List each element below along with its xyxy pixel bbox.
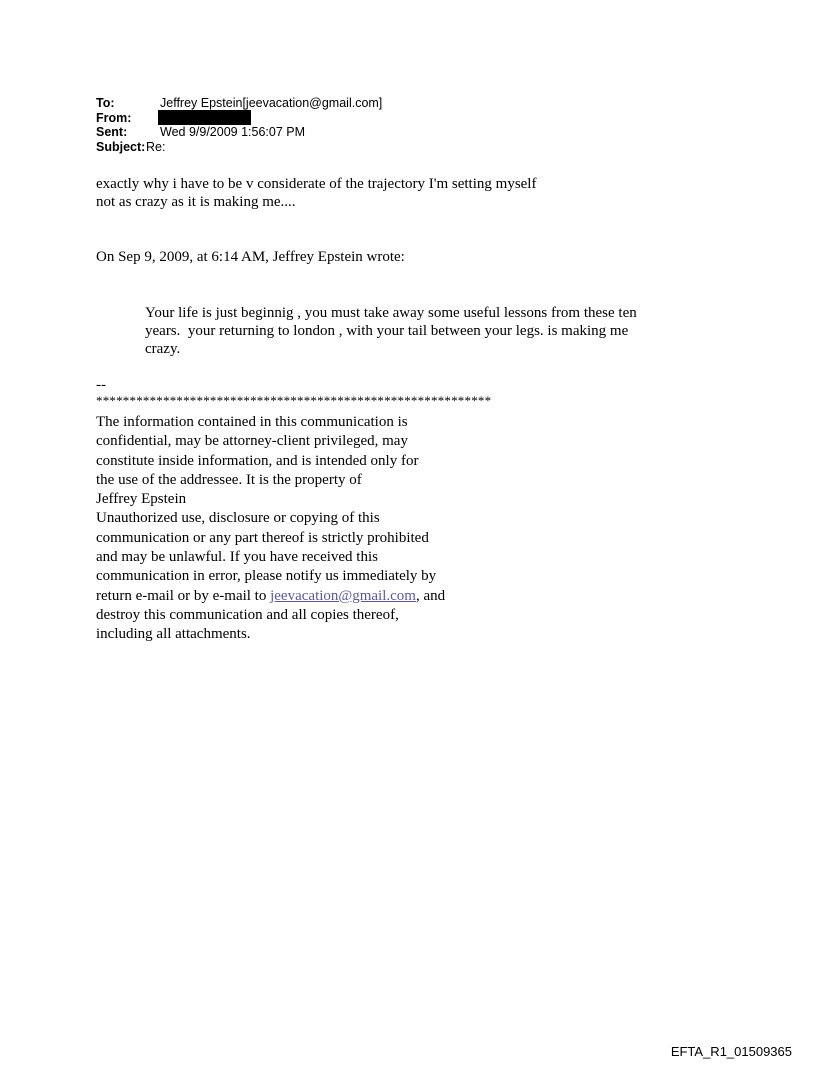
disclaimer-line: Jeffrey Epstein <box>96 491 187 508</box>
disclaimer-line: including all attachments. <box>96 626 251 643</box>
redaction-box <box>158 110 251 125</box>
message-body <box>96 175 536 211</box>
quoted-line: Your life is just beginnig , you must take away some useful lessons from these ten <box>145 305 637 321</box>
disclaimer-line: destroy this communication and all copies thereof, <box>96 606 399 623</box>
disclaimer-line: communication or any part thereof is strictly prohibited <box>96 529 429 546</box>
to-value: Jeffrey Epstein[jeevacation@gmail.com] <box>160 96 383 110</box>
disclaimer-text: return e-mail or by e-mail to <box>96 587 271 604</box>
quoted-line: crazy. <box>145 341 181 357</box>
disclaimer <box>96 413 445 645</box>
disclaimer-line: communication in error, please notify us immediately by <box>96 568 437 585</box>
quoted-line: years. your returning to london , with your tail between your legs. is making me <box>145 323 629 339</box>
subject-row <box>96 140 382 155</box>
quoted-message <box>145 304 637 358</box>
message-line: not as crazy as it is making me.... <box>96 194 296 210</box>
disclaimer-line <box>96 587 445 606</box>
sent-value: Wed 9/9/2009 1:56:07 PM <box>160 125 306 139</box>
message-line: exactly why i have to be v considerate of the trajectory I'm setting myself <box>96 176 537 192</box>
from-row <box>96 111 382 126</box>
document-id: EFTA_R1_01509365 <box>670 1044 792 1059</box>
sent-row <box>96 125 382 140</box>
disclaimer-line: and may be unlawful. If you have received this <box>96 549 378 566</box>
email-header <box>96 96 382 154</box>
disclaimer-line: constitute inside information, and is intended only for <box>96 452 419 469</box>
disclaimer-text: , and <box>415 587 446 604</box>
disclaimer-line: the use of the addressee. It is the property of <box>96 471 362 488</box>
email-link[interactable]: jeevacation@gmail.com <box>270 587 416 604</box>
disclaimer-line: Unauthorized use, disclosure or copying of this <box>96 510 380 527</box>
sent-label: Sent: <box>96 125 128 139</box>
subject-value: Re: <box>146 139 166 154</box>
signature-stars: *********************************************************** <box>96 393 492 408</box>
signature-dashes: -- <box>96 377 106 393</box>
disclaimer-line: The information contained in this communication is <box>96 414 408 430</box>
quote-intro: On Sep 9, 2009, at 6:14 AM, Jeffrey Epstein wrote: <box>96 249 405 265</box>
to-row <box>96 96 382 111</box>
from-label: From: <box>96 110 132 125</box>
disclaimer-line: confidential, may be attorney-client privileged, may <box>96 433 408 450</box>
to-label: To: <box>96 96 115 110</box>
subject-label: Subject: <box>96 139 146 154</box>
